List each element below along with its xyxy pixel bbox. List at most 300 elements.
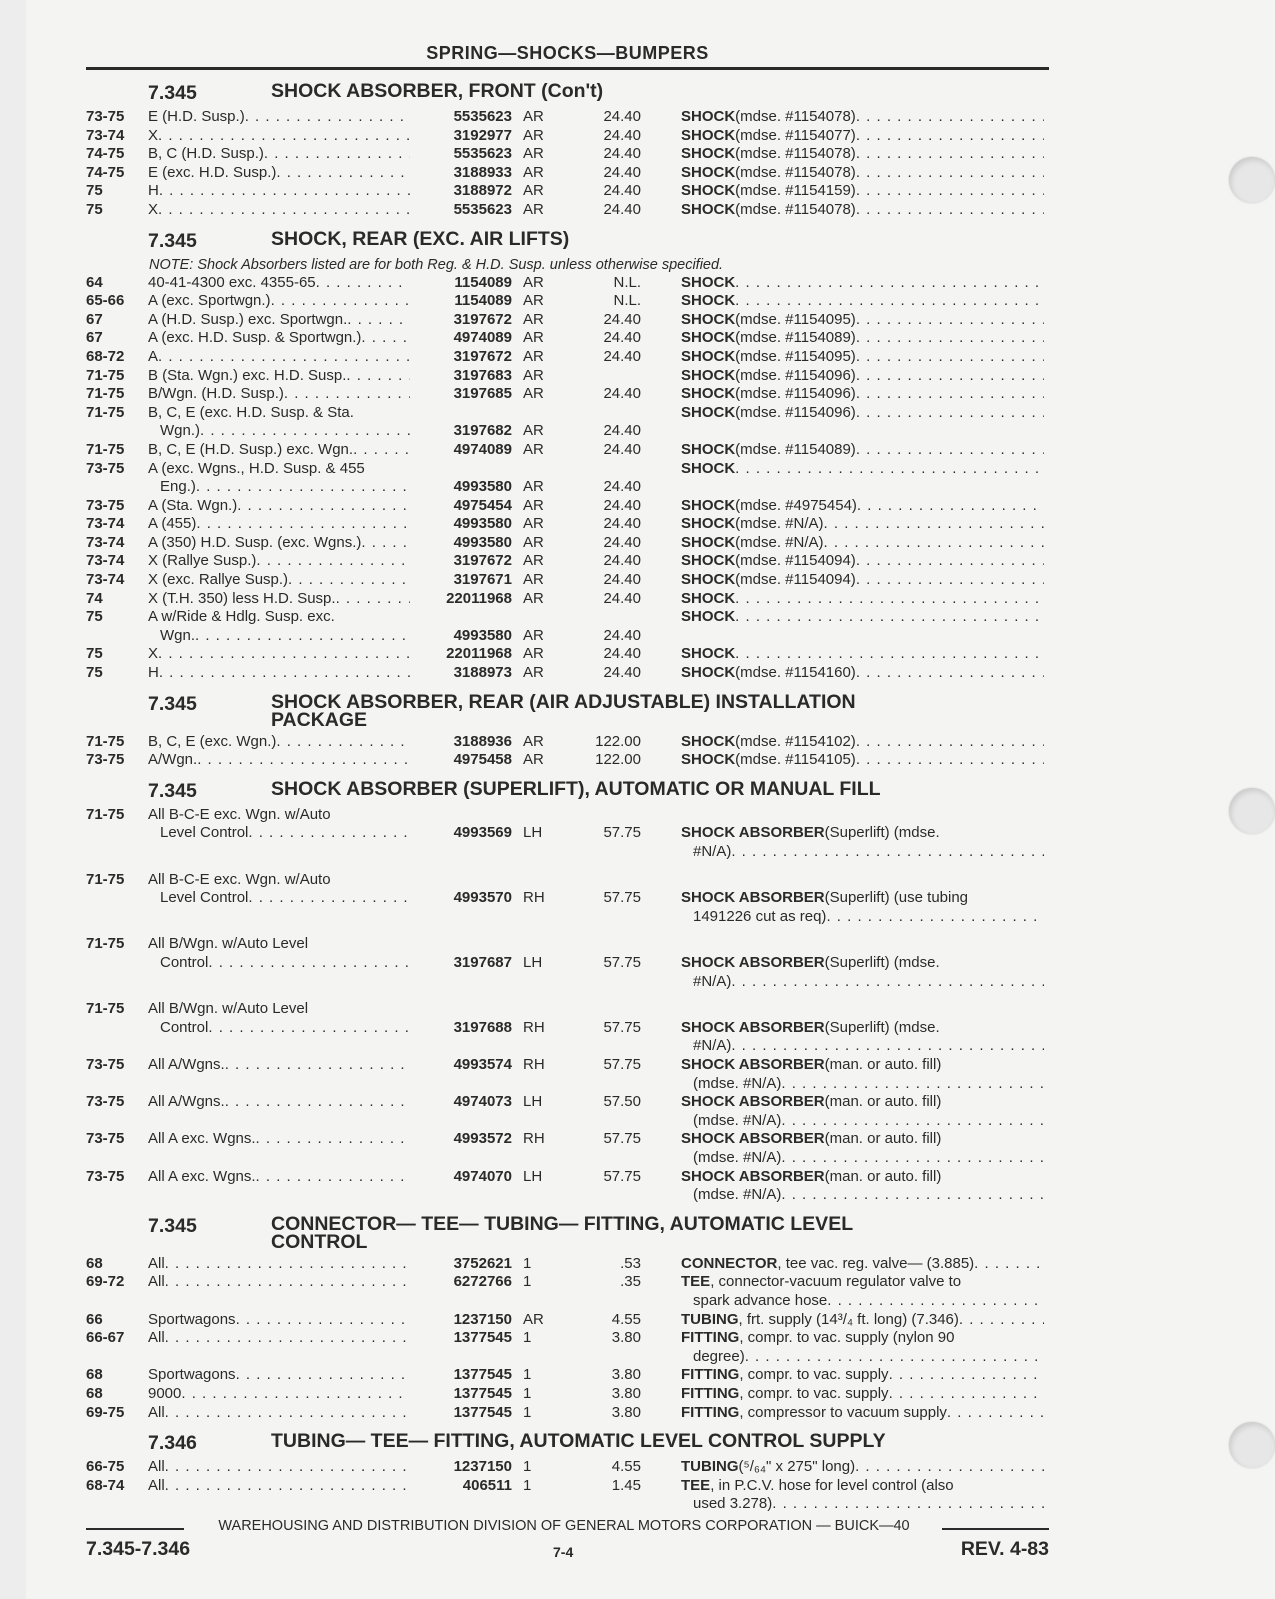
dot-leader [731, 843, 1044, 862]
dot-leader [361, 329, 410, 348]
part-name-line [681, 1495, 1044, 1514]
price: 24.40 [603, 515, 641, 533]
model-year: 68-74 [86, 1476, 125, 1494]
part-number: 3188933 [453, 163, 512, 181]
part-name [681, 1477, 1044, 1514]
dot-leader [256, 1168, 410, 1187]
part-name [681, 645, 1044, 664]
quantity: AR [523, 347, 544, 365]
part-detail-text: , in P.C.V. hose for level control (also [710, 1476, 954, 1494]
part-name-text: SHOCK [681, 126, 736, 144]
price: 24.40 [603, 385, 641, 403]
part-number: 4974089 [453, 440, 512, 458]
part-name [681, 1130, 1044, 1167]
part-name [681, 404, 1044, 423]
part-name [681, 515, 1044, 534]
part-detail-text: (mdse. #1154096) [735, 385, 856, 403]
part-name-line [681, 552, 1044, 571]
part-name [681, 1255, 1044, 1274]
part-name-text: FITTING [681, 1403, 740, 1421]
table-row [86, 127, 1049, 146]
dot-leader [781, 1149, 1044, 1168]
description-text: All B/Wgn. w/Auto Level [148, 935, 309, 953]
dot-leader [158, 201, 410, 220]
dot-leader [855, 1458, 1044, 1477]
quantity: AR [523, 533, 544, 551]
application-description [148, 329, 410, 348]
description-text: All B-C-E exc. Wgn. w/Auto [148, 870, 331, 888]
part-name [681, 1366, 1044, 1385]
dot-leader [781, 1112, 1044, 1131]
application-description [148, 571, 410, 590]
table-row [86, 404, 1049, 441]
part-detail-text: (Superlift) (mdse. [824, 954, 940, 971]
part-number: 1237150 [453, 1310, 512, 1328]
part-name [681, 1093, 1044, 1130]
page-number: 7-4 [553, 1544, 574, 1560]
quantity: AR [523, 751, 544, 769]
section-number: 7.346 [148, 1432, 197, 1455]
part-name-line [681, 1366, 1044, 1385]
description-line [148, 274, 410, 293]
description-text: Sportwagons [148, 1366, 236, 1384]
quantity: AR [523, 732, 544, 750]
dot-leader [159, 664, 410, 683]
dot-leader [772, 1495, 1044, 1514]
description-text: X [148, 200, 159, 218]
part-number: 4993580 [453, 478, 512, 496]
part-detail-text: #N/A) [693, 1037, 732, 1055]
description-line [148, 145, 410, 164]
part-name-text: FITTING [681, 1329, 740, 1347]
part-name-line [681, 385, 1044, 404]
quantity: AR [523, 200, 544, 218]
section-title [271, 82, 1041, 100]
dot-leader [781, 1075, 1044, 1094]
dot-leader [288, 571, 410, 590]
description-text: Sportwagons [148, 1310, 236, 1328]
model-year: 69-75 [86, 1403, 125, 1421]
description-line [148, 806, 410, 825]
part-name-text: SHOCK [681, 608, 736, 626]
part-name-line [681, 404, 1044, 423]
dot-leader [225, 1093, 410, 1112]
quantity: AR [523, 422, 544, 440]
description-line [148, 733, 410, 752]
table-row [86, 497, 1049, 516]
part-name-text: FITTING [681, 1384, 740, 1402]
part-name [681, 182, 1044, 201]
table-row [86, 1168, 1049, 1205]
part-detail-text: (⁵/₆₄" x 275" long) [738, 1458, 856, 1476]
price: 57.75 [603, 1130, 641, 1148]
price: 4.55 [611, 1458, 641, 1476]
model-year: 66 [86, 1310, 103, 1328]
price: 57.75 [603, 1056, 641, 1073]
model-year: 73-75 [86, 1056, 125, 1073]
price: 24.40 [603, 440, 641, 458]
price: 24.40 [603, 664, 641, 682]
part-name [681, 1329, 1044, 1366]
quantity: AR [523, 366, 544, 384]
price: .53 [620, 1254, 641, 1272]
description-line [148, 1093, 410, 1112]
dot-leader [284, 385, 410, 404]
price: 57.50 [603, 1093, 641, 1111]
model-year: 66-75 [86, 1458, 125, 1476]
dot-leader [781, 1186, 1044, 1205]
part-name [681, 292, 1044, 311]
application-description [148, 145, 410, 164]
part-number: 4975454 [453, 496, 512, 514]
price: 24.40 [603, 163, 641, 181]
application-description [148, 311, 410, 330]
description-text: A/Wgn. [148, 751, 198, 769]
quantity: AR [523, 163, 544, 181]
model-year: 73-75 [86, 496, 125, 514]
footer-rule [942, 1528, 1049, 1530]
quantity: 1 [523, 1403, 532, 1421]
quantity: LH [523, 824, 543, 842]
part-name-text: SHOCK [681, 163, 736, 181]
price: 24.40 [603, 496, 641, 514]
part-name-line [681, 751, 1044, 770]
section-title [271, 777, 1041, 800]
table-row [86, 871, 1049, 927]
revision-date: REV. 4-83 [960, 1538, 1049, 1560]
part-name [681, 751, 1044, 770]
part-name-text: TUBING [681, 1310, 739, 1328]
model-year: 66-67 [86, 1329, 125, 1347]
table-row [86, 1130, 1049, 1167]
part-name-text: SHOCK [681, 292, 736, 310]
part-number: 4993580 [453, 515, 512, 533]
part-name [681, 460, 1044, 479]
part-name-line [681, 515, 1044, 534]
quantity: AR [523, 496, 544, 514]
dot-leader [276, 733, 410, 752]
table-row [86, 552, 1049, 571]
dot-leader [353, 441, 410, 460]
quantity: 1 [523, 1273, 532, 1291]
part-name-line [681, 164, 1044, 183]
description-line [148, 478, 410, 497]
part-name-line [681, 1477, 1044, 1496]
model-year: 74-75 [86, 163, 125, 181]
part-name-text: SHOCK [681, 440, 736, 458]
section-number: 7.345 [148, 1214, 197, 1237]
part-detail-text: (man. or auto. fill) [824, 1167, 942, 1185]
description-text: A [148, 347, 159, 365]
model-year: 71-75 [86, 732, 125, 750]
application-description [148, 608, 410, 645]
part-name [681, 1168, 1044, 1205]
description-text: 9000 [148, 1384, 182, 1402]
description-line [148, 751, 410, 770]
model-year: 65-66 [86, 292, 125, 310]
part-name-line [681, 534, 1044, 553]
description-line [148, 385, 410, 404]
dot-leader [856, 552, 1044, 571]
description-line [148, 627, 410, 646]
price: 24.40 [603, 347, 641, 365]
model-year: 73-75 [86, 751, 125, 769]
part-name-line [681, 1075, 1044, 1094]
dot-leader [208, 954, 410, 973]
description-text: A (exc. Sportwgn.) [148, 292, 271, 310]
part-name-text: SHOCK ABSORBER [681, 1093, 825, 1111]
part-detail-text: #N/A) [693, 843, 732, 860]
model-year: 75 [86, 182, 103, 200]
part-number: 1377545 [453, 1403, 512, 1421]
description-line [148, 1404, 410, 1423]
part-detail-text: (mdse. #1154095) [735, 310, 856, 328]
description-line [148, 871, 410, 890]
dot-leader [856, 164, 1044, 183]
model-year: 73-74 [86, 515, 125, 533]
description-text: All A exc. Wgns. [148, 1130, 256, 1148]
part-name-line [681, 108, 1044, 127]
table-row [86, 751, 1049, 770]
quantity: AR [523, 645, 544, 663]
dot-leader [745, 1348, 1044, 1367]
part-detail-text: (mdse. #N/A) [693, 1186, 782, 1204]
part-name-line [681, 1130, 1044, 1149]
dot-leader [158, 645, 410, 664]
dot-leader [165, 1477, 410, 1496]
description-text: B, C, E (H.D. Susp.) exc. Wgn. [148, 440, 354, 458]
table-row [86, 385, 1049, 404]
application-description [148, 1404, 410, 1423]
part-name-line [681, 1458, 1044, 1477]
part-detail-text: (mdse. #1154078) [735, 200, 856, 218]
part-number: 4974070 [453, 1167, 512, 1185]
price: 24.40 [603, 200, 641, 218]
dot-leader [856, 348, 1044, 367]
quantity: LH [523, 1167, 543, 1185]
price: 3.80 [611, 1384, 641, 1402]
section-number: 7.345 [148, 82, 197, 104]
part-name [681, 1311, 1044, 1330]
application-description [148, 274, 410, 293]
table-row [86, 460, 1049, 497]
part-number: 4993569 [453, 824, 512, 842]
part-number: 4993570 [453, 889, 512, 907]
description-line [148, 497, 410, 516]
dot-leader [856, 404, 1044, 423]
dot-leader [197, 751, 410, 770]
section-number: 7.345 [148, 779, 197, 802]
description-line [148, 1329, 410, 1348]
description-line [148, 1019, 410, 1038]
description-line [148, 164, 410, 183]
part-name-line [681, 497, 1044, 516]
section-note: NOTE: Shock Absorbers listed are for both Reg. & H.D. Susp. unless otherwise specified. [149, 256, 724, 273]
part-name-text: SHOCK [681, 664, 736, 682]
dot-leader [208, 1019, 410, 1038]
description-line [148, 127, 410, 146]
description-text: Eng.) [160, 478, 196, 496]
dot-leader [236, 1311, 410, 1330]
dot-leader [856, 385, 1044, 404]
quantity: 1 [523, 1254, 532, 1272]
part-name-text: SHOCK [681, 200, 736, 218]
description-line [148, 1130, 410, 1149]
application-description [148, 1000, 410, 1037]
dot-leader [735, 608, 1044, 627]
model-year: 73-74 [86, 571, 125, 589]
application-description [148, 460, 410, 497]
application-description [148, 751, 410, 770]
part-detail-text: (mdse. #1154078) [735, 163, 856, 181]
part-name-text: SHOCK [681, 515, 736, 533]
section-number: 7.345 [148, 692, 197, 715]
part-name-line [681, 329, 1044, 348]
part-number: 3197671 [453, 571, 512, 589]
description-text: E (H.D. Susp.) [148, 108, 245, 125]
part-name-text: SHOCK ABSORBER [681, 954, 825, 971]
application-description [148, 367, 410, 386]
model-year: 73-74 [86, 552, 125, 570]
table-row [86, 515, 1049, 534]
description-line [148, 515, 410, 534]
part-detail-text: 1491226 cut as req) [693, 907, 827, 925]
part-number: 4993572 [453, 1130, 512, 1148]
dot-leader [245, 108, 410, 127]
description-text: B/Wgn. (H.D. Susp.) [148, 385, 284, 403]
description-line [148, 292, 410, 311]
description-line [148, 1458, 410, 1477]
description-text: A (H.D. Susp.) exc. Sportwgn. [148, 310, 348, 328]
part-name [681, 329, 1044, 348]
part-number: 406511 [462, 1476, 512, 1494]
dot-leader [735, 274, 1044, 293]
part-detail-text: (mdse. #N/A) [693, 1111, 782, 1129]
dot-leader [824, 534, 1044, 553]
description-line [148, 571, 410, 590]
description-text: B, C (H.D. Susp.) [148, 145, 264, 163]
price: 57.75 [603, 889, 641, 907]
part-name [681, 311, 1044, 330]
application-description [148, 1130, 410, 1149]
quantity: AR [523, 292, 544, 310]
part-name-text: CONNECTOR [681, 1254, 778, 1272]
part-detail-text: (mdse. #1154096) [735, 366, 856, 384]
section-title-line: SHOCK ABSORBER, FRONT (Con't) [271, 80, 604, 102]
part-detail-text: (man. or auto. fill) [824, 1056, 942, 1073]
price: 24.40 [603, 108, 641, 125]
part-name [681, 1385, 1044, 1404]
quantity: RH [523, 1056, 545, 1073]
application-description [148, 1093, 410, 1112]
part-name-line [681, 889, 1044, 908]
model-year: 71-75 [86, 805, 125, 823]
part-detail-text: (mdse. #1154077) [735, 126, 856, 144]
dot-leader [959, 1311, 1044, 1330]
dot-leader [731, 973, 1044, 992]
dot-leader [276, 164, 410, 183]
part-detail-text: spark advance hose [693, 1291, 828, 1309]
dot-leader [857, 497, 1044, 516]
model-year: 68-72 [86, 347, 125, 365]
dot-leader [165, 1273, 410, 1292]
section-header [86, 1422, 1049, 1458]
footer-publisher: WAREHOUSING AND DISTRIBUTION DIVISION OF GENERAL MOTORS CORPORATION — BUICK—40 [218, 1518, 910, 1534]
part-name-text: SHOCK [681, 329, 736, 347]
part-number: 1377545 [453, 1366, 512, 1384]
model-year: 73-75 [86, 459, 125, 477]
table-row [86, 292, 1049, 311]
part-number: 4975458 [453, 751, 512, 769]
part-number: 3752621 [453, 1254, 512, 1272]
dot-leader [856, 201, 1044, 220]
part-name-line [681, 460, 1044, 479]
quantity: 1 [523, 1476, 532, 1494]
section-header [86, 683, 1049, 733]
price: 122.00 [595, 751, 641, 769]
application-description [148, 182, 410, 201]
part-number: 1377545 [453, 1329, 512, 1347]
table-row [86, 590, 1049, 609]
part-name-line [681, 608, 1044, 627]
quantity: AR [523, 440, 544, 458]
dot-leader [856, 367, 1044, 386]
part-name-text: TEE [681, 1476, 711, 1494]
part-name-text: SHOCK [681, 403, 736, 421]
table-row [86, 806, 1049, 862]
model-year: 75 [86, 608, 103, 626]
part-name-text: SHOCK [681, 589, 736, 607]
dot-leader [889, 1366, 1044, 1385]
part-name-text: SHOCK [681, 459, 736, 477]
part-name-line [681, 145, 1044, 164]
model-year: 69-72 [86, 1273, 125, 1291]
part-detail-text: , compressor to vacuum supply [739, 1403, 947, 1421]
parts-listing [86, 72, 1049, 1514]
dot-leader [236, 1366, 410, 1385]
dot-leader [826, 908, 1044, 927]
model-year: 73-75 [86, 1130, 125, 1148]
description-line [148, 441, 410, 460]
table-row [86, 274, 1049, 293]
dot-leader [195, 627, 410, 646]
part-name-text: SHOCK [681, 533, 736, 551]
dot-leader [856, 127, 1044, 146]
table-row [86, 1366, 1049, 1385]
table-row [86, 571, 1049, 590]
description-line [148, 1168, 410, 1187]
section-title [271, 1212, 1041, 1253]
part-detail-text: (mdse. #1154160) [735, 664, 856, 682]
dot-leader [158, 348, 410, 367]
application-description [148, 645, 410, 664]
part-name [681, 164, 1044, 183]
description-line [148, 422, 410, 441]
quantity: AR [523, 273, 544, 291]
description-text: All [148, 1476, 165, 1494]
table-row [86, 145, 1049, 164]
part-name [681, 348, 1044, 367]
part-name [681, 385, 1044, 404]
application-description [148, 127, 410, 146]
footer-section-range: 7.345-7.346 [86, 1538, 191, 1560]
description-text: E (exc. H.D. Susp.) [148, 163, 277, 181]
part-name [681, 571, 1044, 590]
quantity: LH [523, 954, 543, 971]
price: 1.45 [611, 1476, 641, 1494]
part-name-line [681, 1149, 1044, 1168]
description-text: X (exc. Rallye Susp.) [148, 571, 289, 589]
